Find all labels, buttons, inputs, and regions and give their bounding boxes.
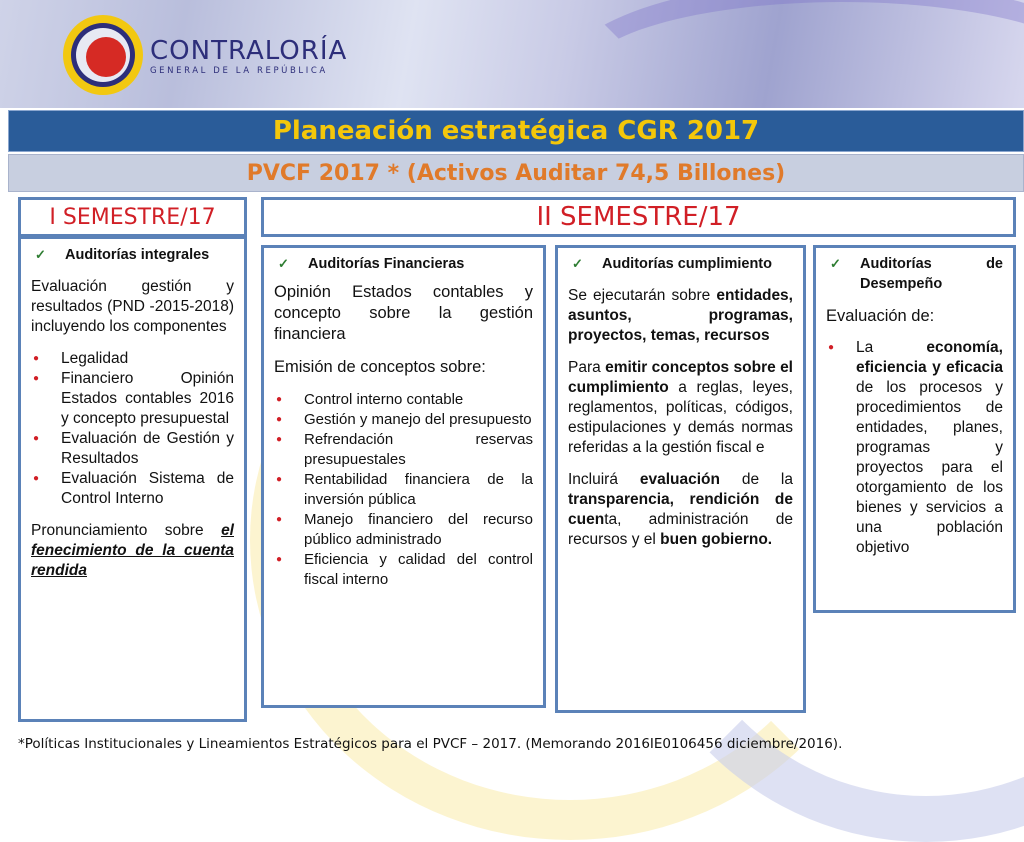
panel-heading: ✓ Auditorías integrales [31,245,234,265]
check-icon: ✓ [572,256,583,271]
first-semester-header: I SEMESTRE/17 [18,197,247,237]
bullet-icon: ● [276,394,283,405]
bullet-icon: ● [828,342,835,353]
emphasis-text: el fenecimiento de la cuenta rendida [31,522,234,579]
bullet-icon: ● [33,373,40,384]
panel-auditorias-financieras [261,245,546,708]
logo-main-text: CONTRALORÍA [150,36,348,66]
panel-auditorias-desempeno [813,245,1016,613]
bullet-icon: ● [276,474,283,485]
bullet-list [31,349,234,509]
page-subtitle: PVCF 2017 * (Activos Auditar 74,5 Billones) [246,160,786,186]
bullet-icon: ● [276,434,283,445]
page-title: Planeación estratégica CGR 2017 [272,116,760,146]
panel-second: Emisión de conceptos sobre: [274,358,486,376]
footnote: *Políticas Institucionales y Lineamientos Estratégicos para el PVCF – 2017. (Memorando 2016IE0106456 diciembre/2016). [18,736,843,752]
bullet-list [274,390,533,590]
header-swoosh [560,0,1024,108]
list-item: ● Eficiencia y calidad del control fiscal interno [276,551,533,588]
panel-intro: Opinión Estados contables y concepto sobre la gestión financiera [274,283,533,343]
list-item: ● Refrendación reservas presupuestales [276,431,533,468]
bullet-icon: ● [276,414,283,425]
second-semester-header: II SEMESTRE/17 [261,197,1016,237]
page-title-bar [8,110,1024,152]
panel-intro: Evaluación gestión y resultados (PND -2015-2018) incluyendo los componentes [31,278,234,335]
contraloria-logo-icon [62,14,144,96]
bullet-icon: ● [33,433,40,444]
logo-sub-text: GENERAL DE LA REPÚBLICA [150,66,328,76]
list-item: ● Evaluación Sistema de Control Interno [33,470,234,507]
list-item: ● Legalidad [33,350,129,367]
bullet-list [826,338,1003,558]
panel-paragraph: Para emitir conceptos sobre el cumplimiento a reglas, leyes, reglamentos, políticas, códigos, estipulaciones y demás normas referidas a la gestión fiscal e [568,359,793,456]
subtitle-bar [8,154,1024,192]
panel-intro: Evaluación de: [826,307,935,325]
panel-closing: Pronunciamiento sobre el fenecimiento de la cuenta rendida [31,522,234,579]
list-item: ● La economía, eficiencia y eficacia de los procesos y procedimientos de entidades, planes, programas y proyectos para el otorgamiento de los bienes y servicios a una población objetivo [828,339,1003,556]
panel-heading: ✓ Auditorías de Desempeño [826,254,1003,294]
bullet-icon: ● [276,554,283,565]
list-item: ● Gestión y manejo del presupuesto [276,411,532,428]
check-icon: ✓ [830,256,841,271]
check-icon: ✓ [35,247,46,262]
bullet-icon: ● [276,514,283,525]
list-item: ● Manejo financiero del recurso público administrado [276,511,533,548]
bullet-icon: ● [33,473,40,484]
panel-heading: ✓ Auditorías Financieras [274,254,533,274]
header-banner [0,0,1024,108]
check-icon: ✓ [278,256,289,271]
bullet-icon: ● [33,353,40,364]
panel-auditorias-cumplimiento [555,245,806,713]
logo-wordmark [150,38,347,76]
list-item: ● Rentabilidad financiera de la inversión pública [276,471,533,508]
list-item: ● Evaluación de Gestión y Resultados [33,430,234,467]
panel-paragraph: Incluirá evaluación de la transparencia, rendición de cuenta, administración de recursos y el buen gobierno. [568,471,794,548]
list-item: ● Control interno contable [276,391,464,408]
list-item: ● Financiero Opinión Estados contables 2016 y concepto presupuestal [33,370,234,427]
panel-auditorias-integrales [18,236,247,722]
panel-heading: ✓ Auditorías cumplimiento [568,254,793,274]
panel-paragraph: Se ejecutarán sobre entidades, asuntos, programas, proyectos, temas, recursos [568,287,793,344]
